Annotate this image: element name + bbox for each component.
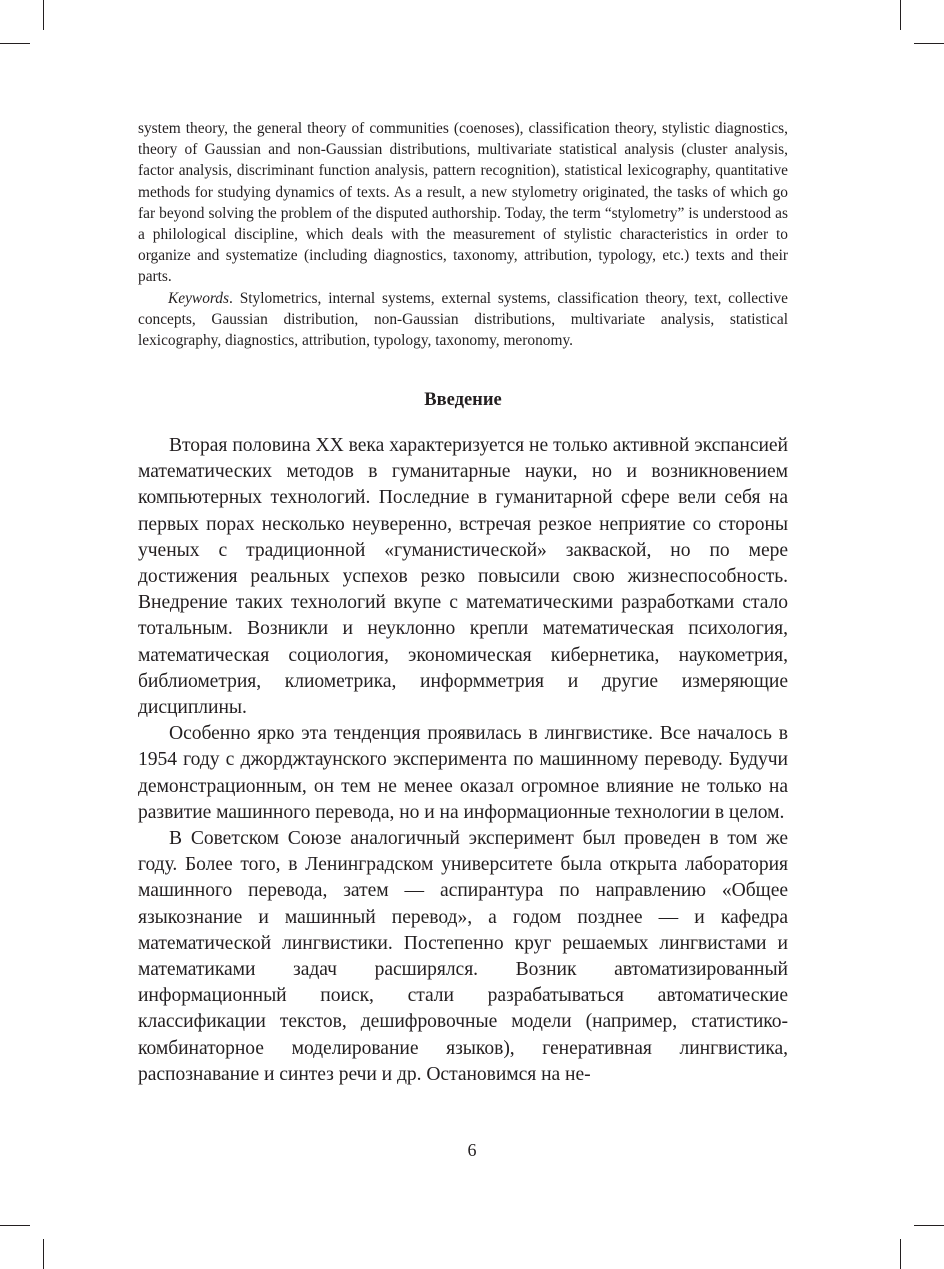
abstract-keywords [138,288,788,352]
body-paragraph: Особенно ярко эта тенденция проявилась в лингвистике. Все началось в 1954 году с джорджтаунского эксперимента по машинному переводу. Будучи демонстрационным, он тем не менее оказал огромное влияние не только на развитие машинного перевода, но и на информационные технологии в целом. [138,723,788,823]
abstract-paragraph: system theory, the general theory of communities (coenoses), classification theory, stylistic diagnostics, theory of Gaussian and non-Gaussian distributions, multivariate statistical analysis (cluster analysis, factor analysis, discriminant function analysis, pattern recognition), statistical lexicography, quantitative methods for studying dynamics of texts. As a result, a new stylometry originated, the tasks of which go far beyond solving the problem of the disputed authorship. Today, the term “stylometry” is understood as a philological discipline, which deals with the measurement of stylistic characteristics in order to organize and systematize (including diagnostics, taxonomy, attribution, typology, etc.) texts and their parts. [138,120,788,286]
keywords-label: Keywords [168,289,229,307]
keywords-list: . Stylometrics, internal systems, external systems, classification theory, text, collective concepts, Gaussian distribution, non-Gaussian distributions, multivariate analysis, statistical lexicography, diagnostics, attribution, typology, taxonomy, meronomy. [138,289,788,350]
crop-mark-bottom-left-horizontal [0,1225,30,1226]
section-heading: Введение [424,390,502,410]
abstract [138,118,788,351]
crop-mark-top-right-horizontal [914,43,944,44]
crop-mark-bottom-left-vertical [43,1239,44,1269]
body-paragraph: В Советском Союзе аналогичный эксперимент был проведен в том же году. Более того, в Ленинградском университете была открыта лаборатория машинного перевода, затем — аспирантура по направлению «Общее языкознание и машинный перевод», а годом позднее — и кафедра математической лингвистики. Постепенно круг решаемых лингвистами и математиками задач расширялся. Возник автоматизированный информационный поиск, стали разрабатываться автоматические классификации текстов, дешифровочные модели (например, статистико-комбинаторное моделирование языков), генеративная лингвистика, распознавание и синтез речи и др. Остановимся на не- [138,828,788,1085]
body-paragraph: Вторая половина XX века характеризуется не только активной экспансией математических методов в гуманитарные науки, но и возникновением компьютерных технологий. Последние в гуманитарной сфере вели себя на первых порах несколько неуверенно, встречая резкое неприятие со стороны ученых с традиционной «гуманистической» закваской, но по мере достижения реальных успехов резко повысили свою жизнеспособность. Внедрение таких технологий вкупе с математическими разработками стало тотальным. Возникли и неуклонно крепли математическая психология, математическая социология, экономическая кибернетика, наукометрия, библиометрия, клиометрика, информметрия и другие измеряющие дисциплины. [138,435,788,719]
crop-mark-top-right-vertical [900,0,901,30]
crop-mark-top-left-horizontal [0,43,30,44]
body-text [138,433,788,1088]
crop-mark-top-left-vertical [43,0,44,30]
page-number: 6 [467,1140,477,1160]
crop-mark-bottom-right-vertical [900,1239,901,1269]
crop-mark-bottom-right-horizontal [914,1225,944,1226]
